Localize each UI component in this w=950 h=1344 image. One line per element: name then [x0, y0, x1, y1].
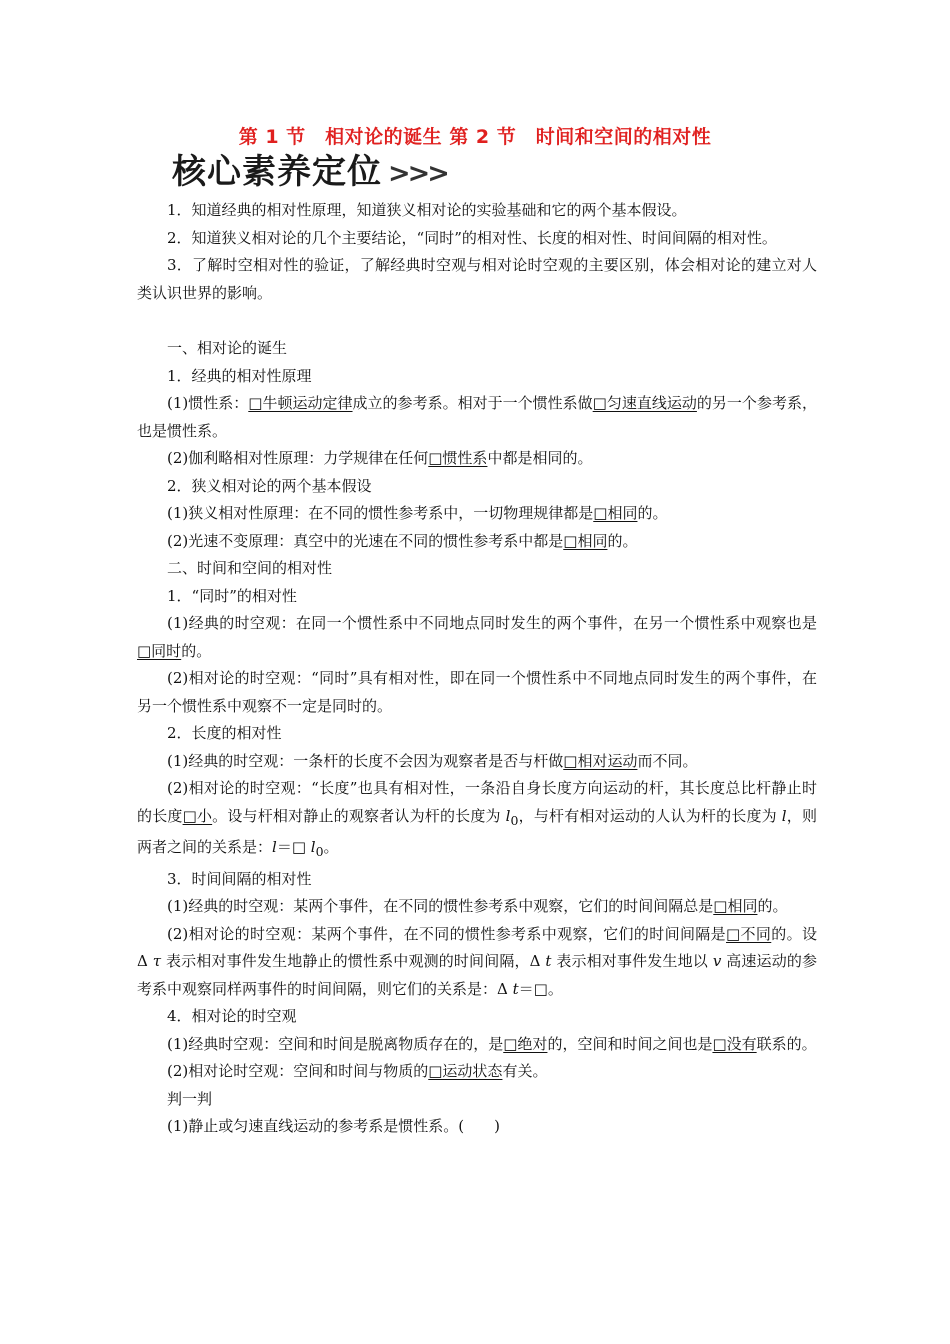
- paragraph: (2)光速不变原理：真空中的光速在不同的惯性参考系中都是□相同的。: [167, 531, 638, 550]
- title-part-1: 第 1 节 相对论的诞生: [238, 126, 443, 148]
- paragraph: (2)相对论的时空观：“同时”具有相对性，即在同一个惯性系中不同地点同时发生的两个事件，在另一个惯性系中观察不一定是同时的。: [137, 669, 817, 715]
- subsection-heading: 2．长度的相对性: [167, 724, 282, 742]
- answer-blank: □相同: [563, 531, 608, 550]
- section-heading: 一、相对论的诞生: [167, 339, 288, 357]
- goal-1: 1．知道经典的相对性原理，知道狭义相对论的实验基础和它的两个基本假设。: [167, 201, 687, 219]
- chevron-right-icon: >>>: [388, 158, 447, 189]
- subsection-heading: 1．“同时”的相对性: [167, 586, 297, 605]
- core-literacy-banner: [172, 150, 447, 194]
- paragraph: (2)相对论的时空观：某两个事件，在不同的惯性参考系中观察，它们的时间间隔是□不同的。设 Δ τ 表示相对事件发生地静止的惯性系中观测的时间间隔，Δ t 表示相对事件发生地以 v 高速运动的参考系中观察同样两事件的时间间隔，则它们的关系是：Δ t＝□。: [137, 924, 817, 998]
- title-part-2: 第 2 节 时间和空间的相对性: [449, 126, 712, 148]
- paragraph: (2)伽利略相对性原理：力学规律在任何□惯性系中都是相同的。: [167, 449, 593, 467]
- goal-3: 3．了解时空相对性的验证，了解经典时空观与相对论时空观的主要区别，体会相对论的建立对人类认识世界的影响。: [137, 256, 817, 302]
- goal-2: 2．知道狭义相对论的几个主要结论，“同时”的相对性、长度的相对性、时间间隔的相对性。: [167, 228, 777, 247]
- section-heading: 二、时间和空间的相对性: [167, 559, 333, 577]
- answer-blank: □匀速直线运动: [592, 394, 697, 412]
- paragraph: (1)狭义相对性原理：在不同的惯性参考系中，一切物理规律都是□相同的。: [167, 504, 668, 522]
- answer-blank: □相同: [593, 504, 638, 522]
- answer-blank: □牛顿运动定律: [248, 394, 353, 412]
- subsection-heading: 判一判: [167, 1089, 213, 1108]
- paragraph: (1)经典的时空观：在同一个惯性系中不同地点同时发生的两个事件，在另一个惯性系中观察也是□同时的。: [137, 614, 817, 660]
- page-title: [0, 122, 950, 149]
- answer-blank: □相同: [713, 897, 758, 915]
- paragraph: (1)经典的时空观：一条杆的长度不会因为观察者是否与杆做□相对运动而不同。: [167, 751, 698, 770]
- answer-blank: □同时: [137, 641, 182, 660]
- paragraph: (1)经典时空观：空间和时间是脱离物质存在的，是□绝对的，空间和时间之间也是□没有联系的。: [167, 1034, 817, 1053]
- paragraph: (1)惯性系：□牛顿运动定律成立的参考系。相对于一个惯性系做□匀速直线运动的另一个参考系，也是惯性系。: [137, 394, 817, 440]
- subsection-heading: 4．相对论的时空观: [167, 1007, 297, 1025]
- answer-blank: □没有: [712, 1034, 757, 1053]
- answer-blank: □惯性系: [428, 449, 488, 467]
- document-body: [137, 197, 817, 1141]
- answer-blank: □小: [182, 806, 213, 825]
- paragraph: (2)相对论时空观：空间和时间与物质的□运动状态有关。: [167, 1062, 548, 1080]
- judge-question: (1)静止或匀速直线运动的参考系是惯性系。( ): [167, 1117, 500, 1135]
- paragraph: (2)相对论的时空观：“长度”也具有相对性，一条沿自身长度方向运动的杆，其长度总比杆静止时的长度□小。设与杆相对静止的观察者认为杆的长度为 $l_0$，与杆有相对运动的人认为杆的长度为 l，则两者之间的关系是：l＝□ $l_0$。: [137, 779, 817, 859]
- subsection-heading: 2．狭义相对论的两个基本假设: [167, 476, 372, 495]
- subsection-heading: 3．时间间隔的相对性: [167, 869, 312, 888]
- paragraph: (1)经典的时空观：某两个事件，在不同的惯性参考系中观察，它们的时间间隔总是□相同的。: [167, 897, 788, 915]
- answer-blank: □相对运动: [563, 751, 638, 770]
- subsection-heading: 1．经典的相对性原理: [167, 366, 312, 385]
- spacer: [137, 307, 817, 335]
- answer-blank: □不同: [726, 924, 772, 943]
- banner-text: 核心素养定位: [172, 152, 382, 192]
- answer-blank: □运动状态: [428, 1062, 503, 1080]
- answer-blank: □绝对: [503, 1034, 548, 1053]
